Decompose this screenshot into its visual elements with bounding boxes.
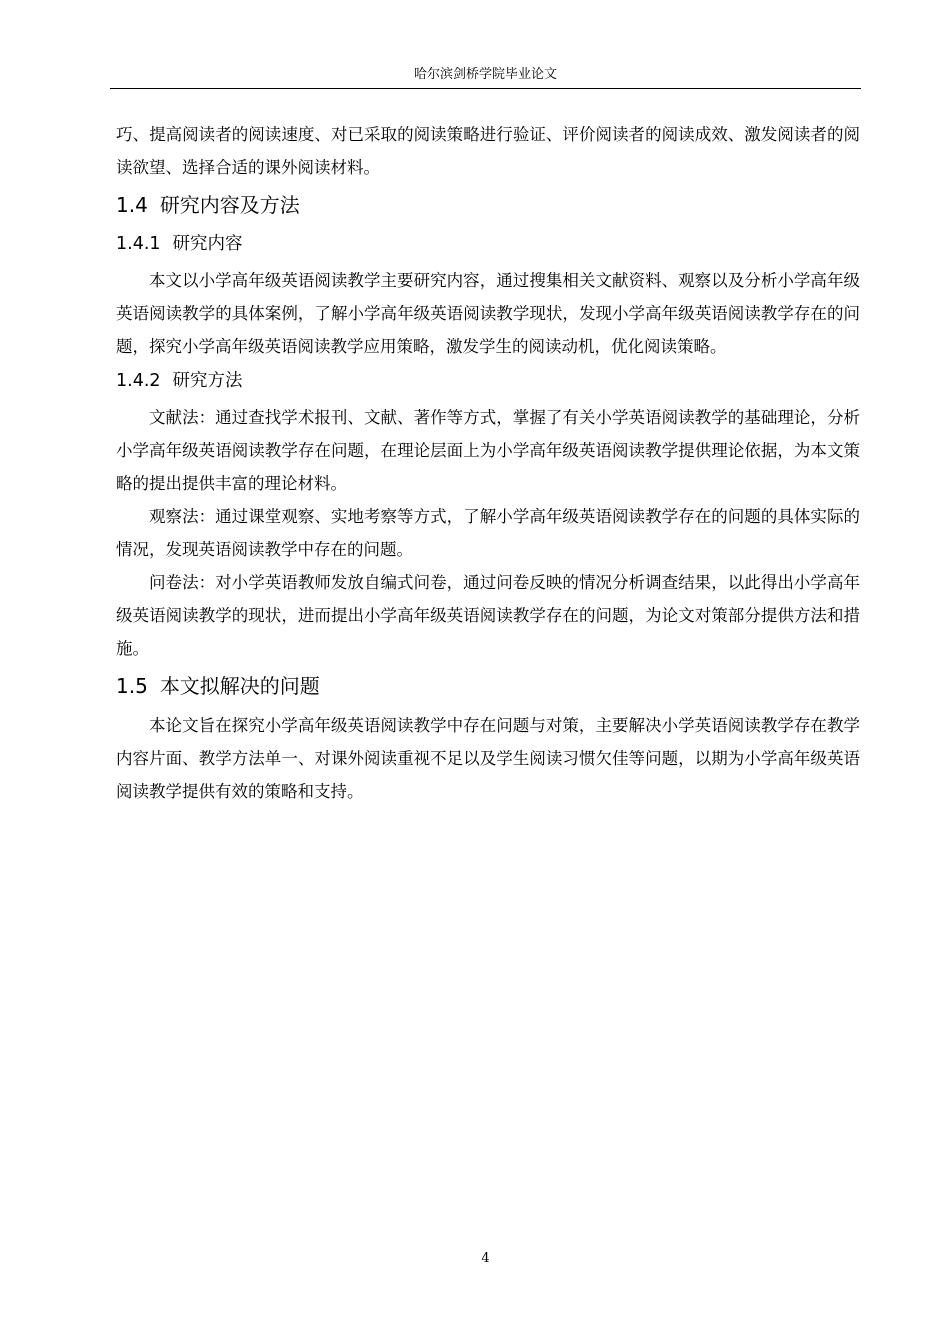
section-title: 本文拟解决的问题 [159,674,320,698]
page-number: 4 [481,1251,490,1266]
subsection-title: 研究内容 [172,234,243,254]
problems-paragraph: 本论文旨在探究小学高年级英语阅读教学中存在问题与对策，主要解决小学英语阅读教学存在教学内容片面、教学方法单一、对课外阅读重视不足以及学生阅读习惯欠佳等问题，以期为小学高年级英语阅读教学提供有效的策略和支持。 [116,716,860,801]
method-questionnaire-paragraph: 问卷法：对小学英语教师发放自编式问卷，通过问卷反映的情况分析调查结果，以此得出小学高年级英语阅读教学的现状，进而提出小学高年级英语阅读教学存在的问题，为论文对策部分提供方法和措施。 [116,573,860,658]
method-literature-paragraph: 文献法：通过查找学术报刊、文献、著作等方式，掌握了有关小学英语阅读教学的基础理论，分析小学高年级英语阅读教学存在问题，在理论层面上为小学高年级英语阅读教学提供理论依据，为本文策略的提出提供丰富的理论材料。 [116,408,860,493]
method-observation-paragraph: 观察法：通过课堂观察、实地考察等方式，了解小学高年级英语阅读教学存在的问题的具体实际的情况，发现英语阅读教学中存在的问题。 [116,507,860,559]
page-body [116,118,860,808]
section-number: 1.5 [116,674,148,698]
page-header: 哈尔滨剑桥学院毕业论文 [413,67,557,82]
header-divider [110,88,861,89]
section-heading-1-4 [116,188,860,222]
subsection-title: 研究方法 [172,371,243,391]
subsection-number: 1.4.1 [116,234,161,254]
subsection-number: 1.4.2 [116,371,161,391]
subsection-heading-1-4-2 [116,365,860,397]
section-heading-1-5 [116,669,860,703]
section-number: 1.4 [116,193,148,217]
section-title: 研究内容及方法 [159,193,300,217]
intro-paragraph: 巧、提高阅读者的阅读速度、对已采取的阅读策略进行验证、评价阅读者的阅读成效、激发阅读者的阅读欲望、选择合适的课外阅读材料。 [116,125,860,177]
research-content-paragraph: 本文以小学高年级英语阅读教学主要研究内容，通过搜集相关文献资料、观察以及分析小学高年级英语阅读教学的具体案例，了解小学高年级英语阅读教学现状，发现小学高年级英语阅读教学存在的问题，探究小学高年级英语阅读教学应用策略，激发学生的阅读动机，优化阅读策略。 [116,271,860,356]
subsection-heading-1-4-1 [116,228,860,260]
